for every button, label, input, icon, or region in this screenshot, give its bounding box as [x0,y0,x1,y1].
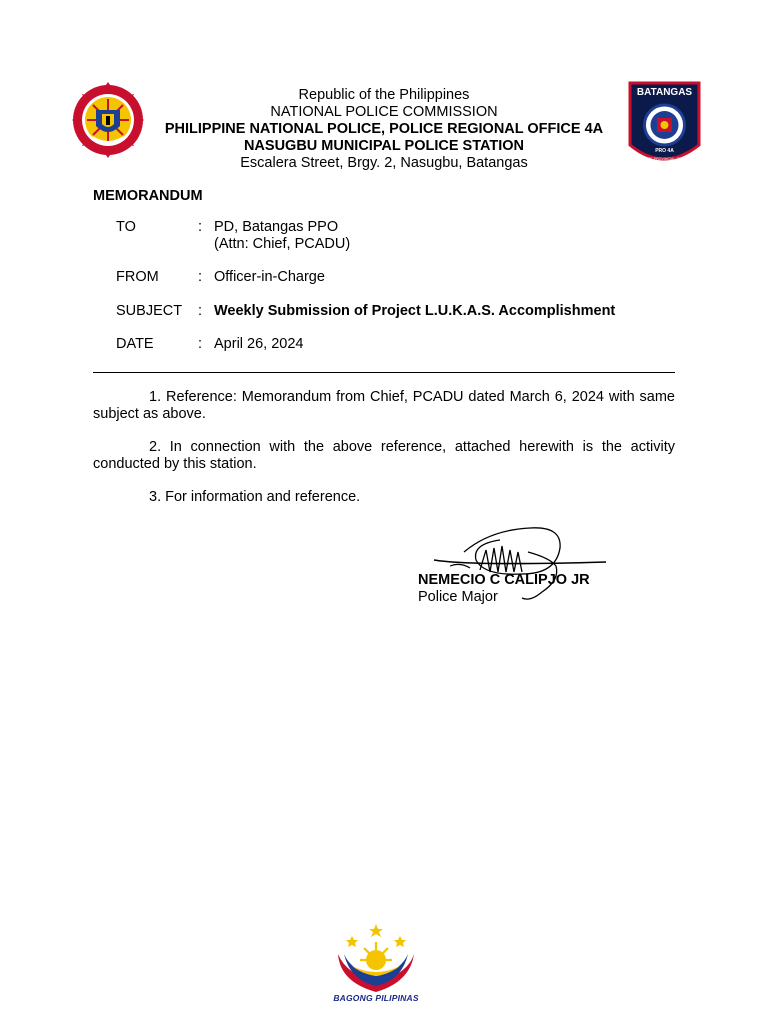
memo-title: MEMORANDUM [93,188,203,204]
from-colon: : [198,269,203,285]
patch-title: BATANGAS [636,87,693,98]
paragraph-information: 3. For information and reference. [149,489,361,505]
letterhead-address: Escalera Street, Brgy. 2, Nasugbu, Batangas [240,155,528,171]
signatory-name: NEMECIO C CALIPJO JR [418,572,590,588]
to-colon: : [198,219,203,235]
letterhead [130,87,638,172]
to-value-line2: (Attn: Chief, PCADU) [214,236,351,252]
subject-colon: : [198,303,203,319]
letterhead-napolcom: NATIONAL POLICE COMMISSION [270,104,498,120]
date-value: April 26, 2024 [214,336,304,352]
patch-footer: POLICE PROVINCIAL OFFICE [639,157,690,161]
to-value [214,219,676,253]
from-value: Officer-in-Charge [214,269,325,285]
signatory-block [418,572,590,606]
memo-body [93,389,675,522]
field-to [116,219,676,253]
from-label: FROM [116,269,159,285]
field-from [116,269,676,286]
to-value-line1: PD, Batangas PPO [214,219,339,235]
date-colon: : [198,336,203,352]
letterhead-station: NASUGBU MUNICIPAL POLICE STATION [243,138,525,154]
divider-rule [93,372,675,373]
to-label: TO [116,219,136,235]
subject-value: Weekly Submission of Project L.U.K.A.S. Accomplishment [214,303,616,319]
letterhead-pnp-pro4a: PHILIPPINE NATIONAL POLICE, POLICE REGIONAL OFFICE 4A [164,121,604,137]
field-subject [116,303,676,320]
field-date [116,336,676,353]
bagong-pilipinas-text: BAGONG PILIPINAS [333,993,419,1003]
batangas-ppo-patch-icon [628,81,701,168]
paragraph-connection: 2. In connection with the above reference, attached herewith is the activity conducted by this station. [93,439,675,472]
letterhead-republic: Republic of the Philippines [298,87,470,103]
subject-label: SUBJECT [116,303,183,319]
date-label: DATE [116,336,154,352]
signatory-rank: Police Major [418,589,498,605]
patch-subtitle: PRO 4A [655,148,674,154]
paragraph-reference: 1. Reference: Memorandum from Chief, PCADU dated March 6, 2024 with same subject as above. [93,389,675,422]
